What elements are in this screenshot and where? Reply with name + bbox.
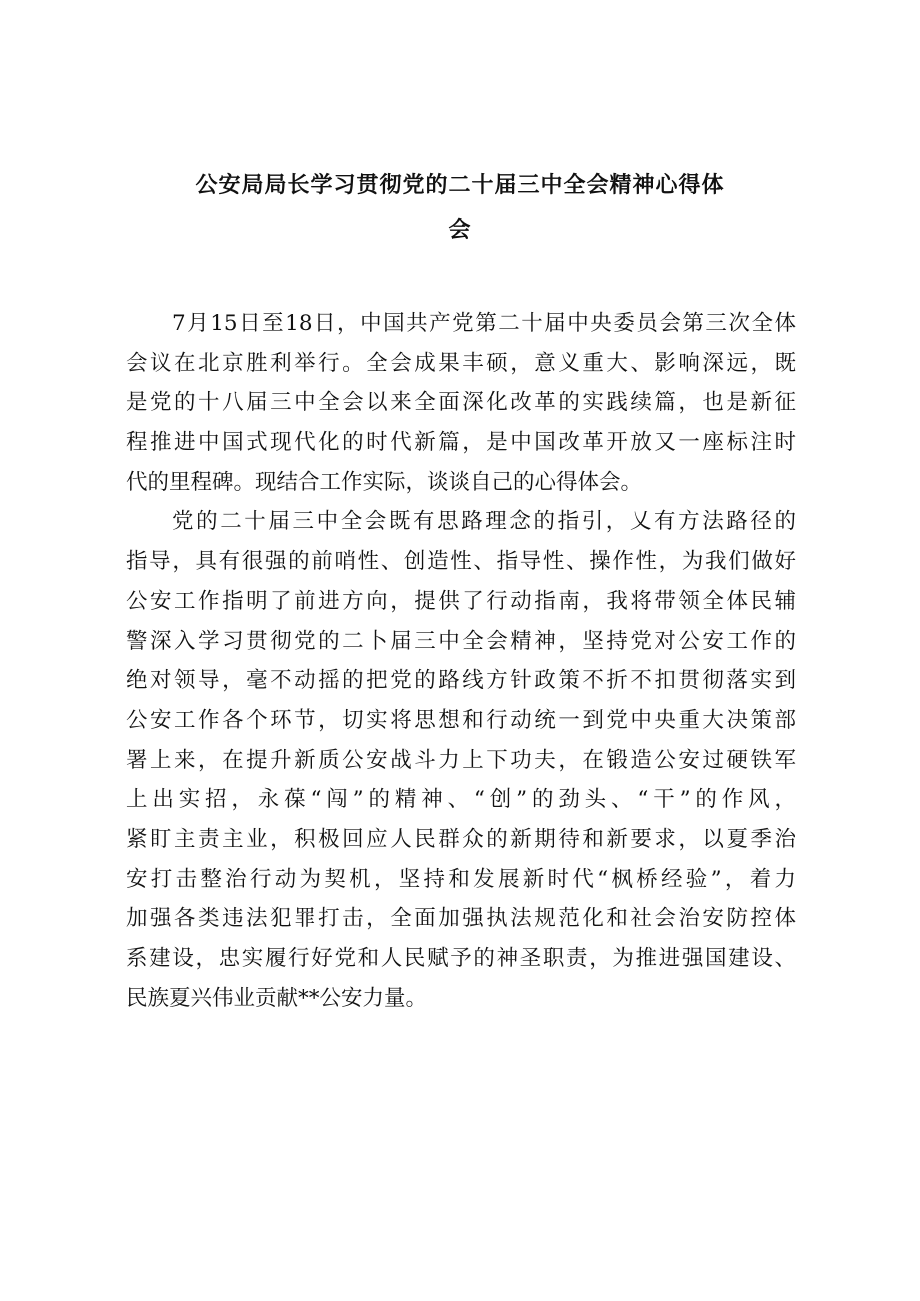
paragraph-line: 民族夏兴伟业贡献**公安力量。 xyxy=(126,985,428,1011)
paragraph-line: 是党的十八届三中全会以来全面深化改革的实践续篇，也是新征 xyxy=(126,390,796,416)
paragraph-line: 紧盯主责主业，积极回应人民群众的新期待和新要求，以夏季治 xyxy=(126,826,796,852)
paragraph-line: 指导，具有很强的前哨性、创造性、指导性、操作性，为我们做好 xyxy=(126,549,796,575)
paragraph-line: 署上来，在提升新质公安战斗力上下功夫，在锻造公安过硬铁军 xyxy=(126,747,796,773)
paragraph-line: 上出实招，永葆“闯”的精神、“创”的劲头、“干”的作风， xyxy=(126,787,796,813)
paragraph-line: 公安工作指明了前进方向，提供了行动指南，我将带领全体民辅 xyxy=(126,588,796,614)
paragraph-line: 系建设，忠实履行好党和人民赋予的神圣职责，为推进强国建设、 xyxy=(126,946,796,971)
paragraph-line: 绝对领导，毫不动摇的把党的路线方针政策不折不扣贯彻落实到 xyxy=(126,668,796,694)
document-title xyxy=(165,163,755,253)
paragraph-line: 党的二十届三中全会既有思路理念的指引，乂有方法路径的 xyxy=(172,509,796,535)
paragraph-line: 代的里程碑。现结合工作实际，谈谈自己的心得体会。 xyxy=(126,469,643,495)
paragraph-line: 安打击整治行动为契机，坚持和发展新时代“枫桥经验”，着力 xyxy=(126,866,796,892)
title-line-2: 会 xyxy=(448,218,472,243)
paragraph-line: 会议在北京胜利举行。全会成果丰硕，意义重大、影响深远，既 xyxy=(126,350,796,376)
paragraph-2 xyxy=(126,502,796,1018)
title-line-1: 公安局局长学习贯彻党的二十届三中全会精神心得体 xyxy=(195,173,725,198)
paragraph-line: 7月15日至18日，中国共产党第二十届中央委员会第三次全体 xyxy=(172,311,796,336)
paragraph-line: 加强各类违法犯罪打击，全面加强执法规范化和社会治安防控体 xyxy=(126,906,796,932)
paragraph-1 xyxy=(126,304,796,502)
paragraph-line: 公安工作各个环节，切实将思想和行动统一到党中央重大决策部 xyxy=(126,707,796,733)
document-body xyxy=(126,304,796,1018)
paragraph-line: 程推进中国式现代化的时代新篇，是中国改革开放又一座标注时 xyxy=(126,430,796,456)
paragraph-line: 警深入学习贯彻党的二卜届三中全会精神，坚持党对公安工作的 xyxy=(126,628,796,654)
